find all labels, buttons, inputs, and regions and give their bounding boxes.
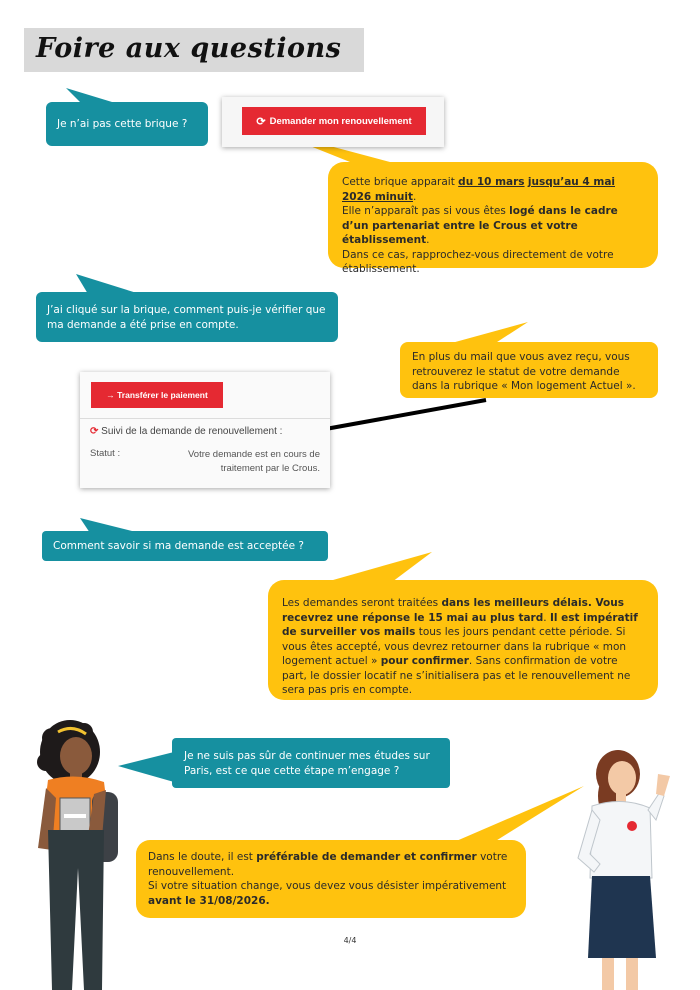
answer-1-date-end: jusqu’au 4 mai 2026 minuit	[342, 176, 615, 203]
page-title: Foire aux questions	[36, 33, 342, 64]
answer-2-text: En plus du mail que vous avez reçu, vous retrouverez le statut de votre demande dans la rubrique « Mon logement Actuel ».	[412, 351, 636, 392]
answer-1-period-2: .	[426, 234, 430, 246]
page-number: 4/4	[343, 936, 357, 945]
question-1-text: Je n’ai pas cette brique ?	[57, 118, 188, 130]
answer-bubble-2	[400, 342, 658, 398]
question-2-text: J’ai cliqué sur la brique, comment puis-je vérifier que ma demande a été prise en compte.	[47, 304, 326, 331]
renew-button[interactable]	[242, 107, 426, 135]
arrow-line	[320, 400, 486, 430]
answer-4-change: Si votre situation change, vous devez vous désister impérativement	[148, 880, 507, 892]
question-bubble-4	[172, 738, 450, 788]
divider	[80, 418, 330, 419]
answer-1-partnership: logé dans le cadre d’un partenariat entre le Crous et votre établissement	[342, 205, 618, 246]
tail-q2	[76, 274, 140, 294]
renew-button-label: Demander mon renouvellement	[269, 115, 412, 127]
answer-3-watch-mails: Il est impératif de surveiller vos mails	[282, 611, 638, 638]
answer-4-renewal: votre renouvellement.	[148, 851, 508, 878]
refresh-icon: ⟳	[90, 426, 99, 437]
answer-3-text: Les demandes seront traitées	[282, 597, 442, 609]
answer-1-condition: Elle n’apparaît pas si vous êtes	[342, 205, 510, 217]
answer-3-confirm: pour confirmer	[380, 655, 469, 667]
tail-a2	[448, 322, 528, 344]
answer-bubble-4	[136, 840, 526, 918]
question-bubble-3	[42, 531, 328, 561]
status-value: Votre demande est en cours de traitement par le Crous.	[187, 449, 320, 474]
answer-3-warning: . Sans confirmation de votre part, le dossier locatif ne s’initialisera pas et le renouvellement ne sera pas pris en compte.	[282, 655, 631, 696]
answer-1-period: .	[413, 190, 417, 203]
answer-3-delay: dans les meilleurs délais. Vous recevrez une réponse le 15 mai au plus tard	[282, 597, 624, 624]
question-4-text: Je ne suis pas sûr de continuer mes études sur Paris, est ce que cette étape m’engage ?	[184, 750, 430, 777]
question-bubble-2	[36, 292, 338, 342]
answer-1-text: Cette brique apparait	[342, 176, 459, 188]
answer-1-date-start: du 10 mars	[458, 176, 525, 188]
refresh-icon: ⟳	[256, 115, 266, 128]
question-3-text: Comment savoir si ma demande est acceptée ?	[53, 540, 304, 552]
tail-q1	[66, 88, 112, 102]
answer-bubble-1	[328, 162, 658, 275]
renewal-status-screenshot	[80, 372, 330, 488]
answer-4-deadline: avant le 31/08/2026.	[148, 894, 270, 907]
renewal-tracking-label: Suivi de la demande de renouvellement :	[101, 426, 283, 437]
transfer-payment-button[interactable]	[91, 382, 223, 408]
student-illustration	[22, 718, 132, 990]
transfer-payment-label: → Transférer le paiement	[106, 390, 208, 400]
tail-a3	[326, 552, 432, 582]
answer-3-accepted: tous les jours pendant cette période. Si vous êtes accepté, vous devrez retourner dans la rubrique « mon logement actuel »	[282, 626, 627, 667]
advisor-illustration	[560, 748, 678, 990]
answer-3-sep: .	[543, 611, 550, 624]
renew-button-screenshot	[222, 97, 444, 147]
answer-bubble-3	[268, 580, 658, 700]
renewal-tracking-heading	[90, 426, 282, 437]
answer-4-text: Dans le doute, il est	[148, 851, 257, 863]
answer-4-advice: préférable de demander et confirmer	[256, 851, 477, 863]
status-label: Statut :	[90, 448, 121, 459]
question-bubble-1	[46, 102, 208, 146]
answer-1-advice: Dans ce cas, rapprochez-vous directement de votre établissement.	[342, 248, 614, 275]
